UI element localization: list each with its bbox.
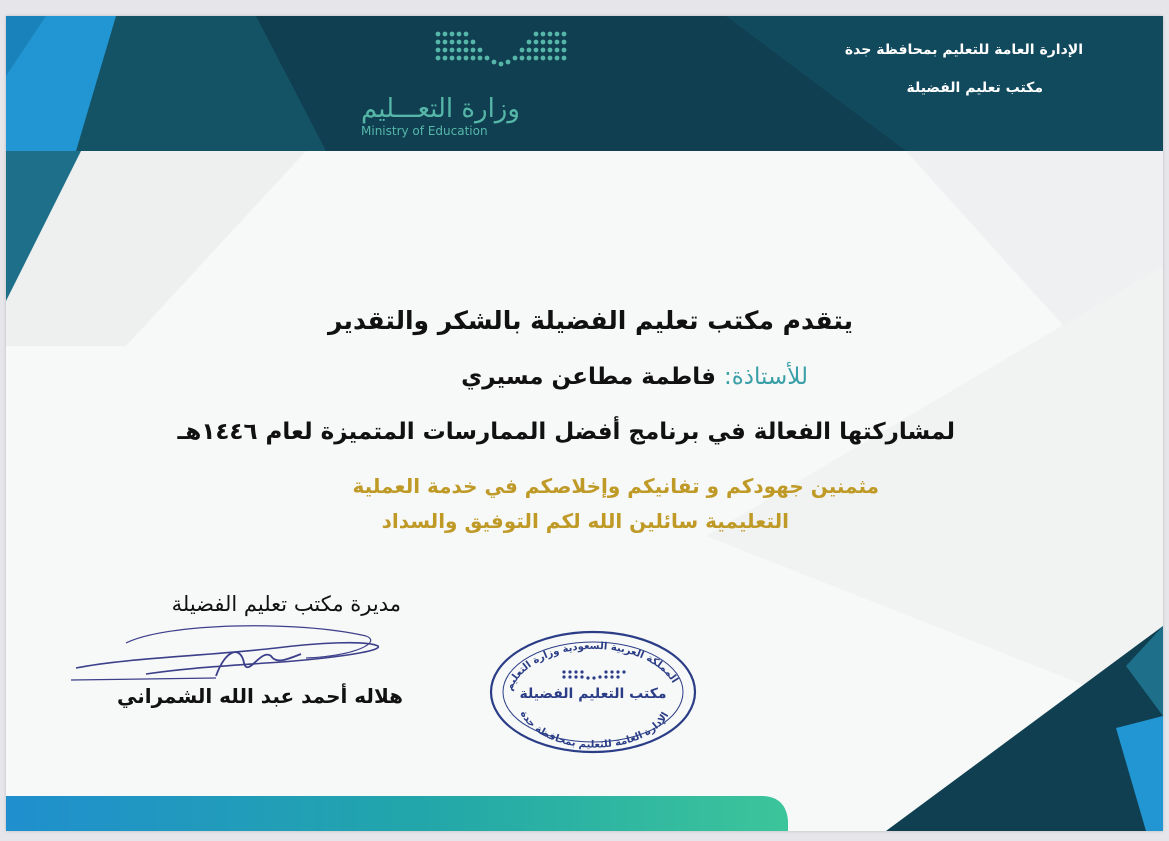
reason-line: لمشاركتها الفعالة في برنامج أفضل الممارسات المتميزة لعام ١٤٤٦هـ (177, 419, 955, 445)
header-office: مكتب تعليم الفضيلة (906, 80, 1043, 96)
stamp-logo-icon (562, 670, 625, 679)
signatory-name: هلاله أحمد عبد الله الشمراني (117, 684, 403, 708)
ministry-logo-icon (434, 28, 584, 88)
recipient-name: فاطمة مطاعن مسيري (461, 364, 724, 390)
stamp-top-text: المملكة العربية السعودية وزارة التعليم (503, 640, 680, 693)
official-stamp (488, 628, 698, 754)
stamp-bottom-text: الإدارة العامة للتعليم بمحافظة جدة (517, 709, 672, 751)
svg-text:المملكة العربية السعودية وزارة (504, 641, 680, 692)
certificate (6, 16, 1163, 831)
header-directorate: الإدارة العامة للتعليم بمحافظة جدة (844, 42, 1083, 58)
recipient-label: للأستاذة: (724, 364, 808, 390)
recipient-line (461, 364, 808, 390)
appreciation-line-1: مثمنين جهودكم و تفانيكم وإخلاصكم في خدمة العملية (352, 474, 879, 498)
stamp-center-text: مكتب التعليم الفضيلة (519, 686, 667, 702)
appreciation-line-2: التعليمية سائلين الله لكم التوفيق والسداد (381, 509, 789, 533)
ministry-name-arabic: وزارة التعـــليم (361, 94, 520, 124)
handwritten-signature (66, 618, 386, 688)
bottom-strip (6, 796, 788, 831)
presenter-line: يتقدم مكتب تعليم الفضيلة بالشكر والتقدير (328, 306, 853, 335)
ministry-name-english: Ministry of Education (361, 124, 488, 138)
signatory-title: مديرة مكتب تعليم الفضيلة (171, 592, 401, 616)
